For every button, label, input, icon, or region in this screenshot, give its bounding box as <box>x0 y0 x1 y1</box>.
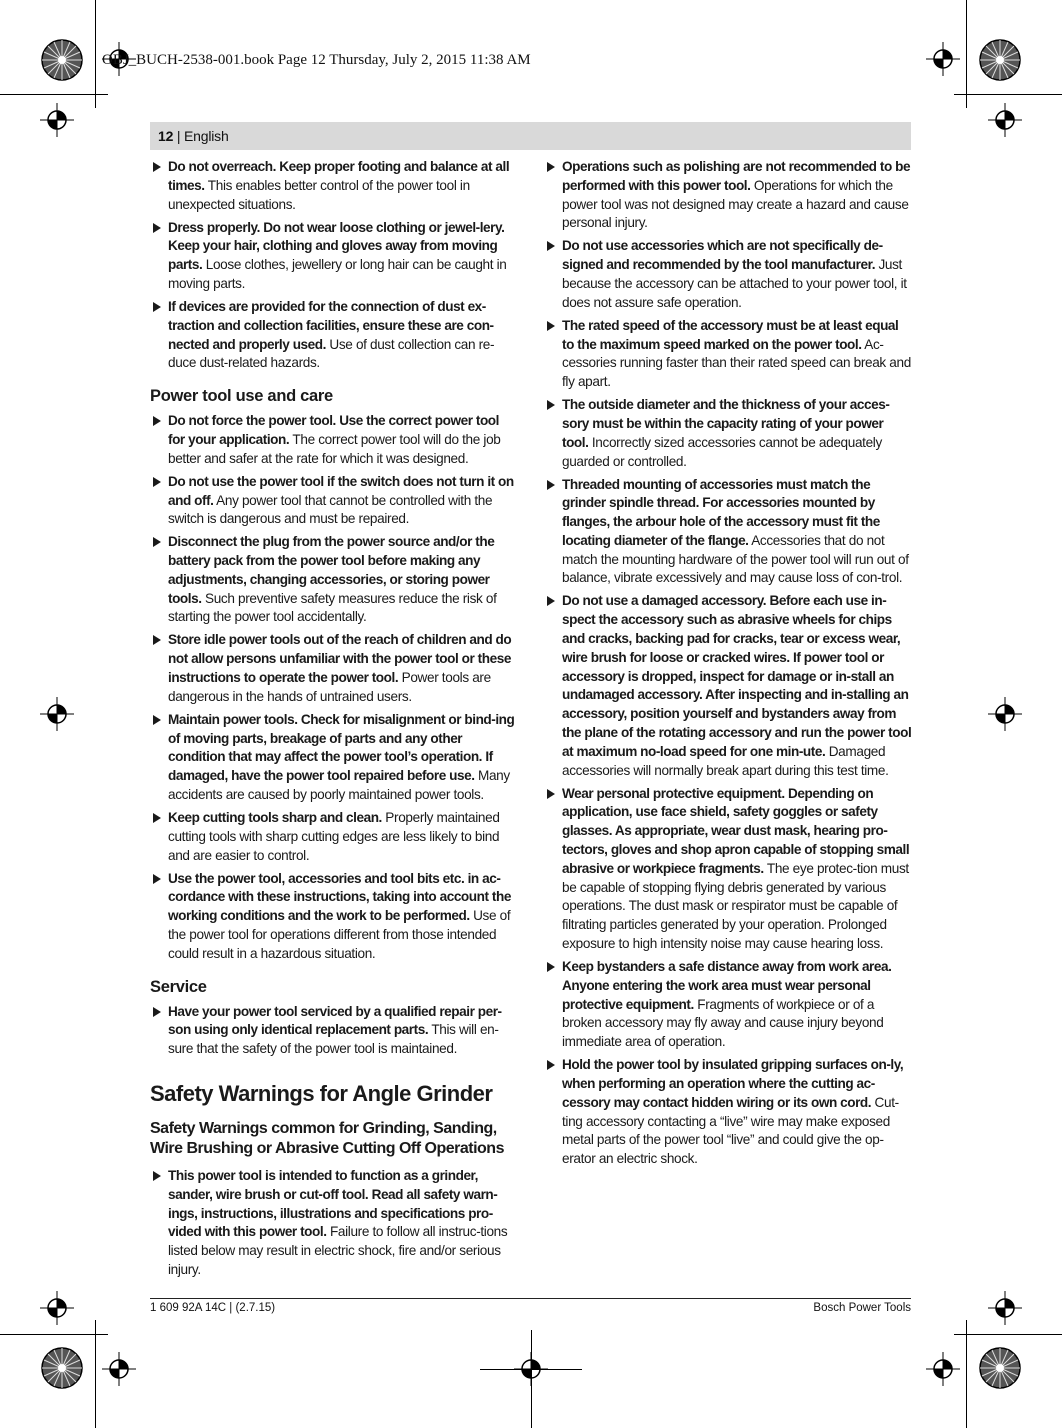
item-bold: Keep cutting tools sharp and clean. <box>168 810 382 826</box>
item-bold: Disconnect the plug from the power source and/or the battery pack from the power tool before making any adjustments, changing accessories, or storing power tools. <box>168 534 495 606</box>
crop-mark <box>954 1334 1062 1335</box>
crosshair-icon <box>40 103 74 137</box>
list-item <box>150 1167 518 1280</box>
list-item <box>150 870 518 964</box>
item-text: Just because the accessory can be attached to your power tool, it does not assure safe operation. <box>562 257 907 310</box>
crop-mark <box>95 1320 96 1428</box>
bullet-triangle-icon <box>153 302 161 312</box>
item-text: Use of the power tool for operations different from those intended could result in a hazardous situation. <box>168 908 511 961</box>
crosshair-icon <box>926 1352 960 1386</box>
item-text: Fragments of workpiece or of a broken accessory may fly away and cause injury beyond immediate area of operation. <box>562 996 884 1050</box>
bullet-triangle-icon <box>547 162 555 172</box>
item-bold: Do not use the power tool if the switch does not turn it on and off. <box>168 473 514 508</box>
item-text: Properly maintained cutting tools with sharp cutting edges are less likely to bind and are easier to control. <box>168 810 500 863</box>
section-heading: Power tool use and care <box>150 387 333 406</box>
item-text: The correct power tool will do the job better and safer at the rate for which it was designed. <box>168 431 501 466</box>
item-bold: Maintain power tools. Check for misalignment or bind-ing of moving parts, breakage of parts and any other condition that may affect the power tool’s operation. If damaged, have the power tool repaired before use. <box>168 711 515 784</box>
crop-mark <box>531 1330 532 1428</box>
item-bold: The outside diameter and the thickness of your acces-sory must be within the capacity rating of your power tool. <box>562 397 890 450</box>
chapter-heading: Safety Warnings for Angle Grinder <box>150 1080 493 1106</box>
header-language: English <box>184 128 229 144</box>
registration-wheel-icon <box>40 38 84 82</box>
item-text: Ac-cessories running faster than their rated speed can break and fly apart. <box>562 336 911 390</box>
item-text: The eye protec-tion must be capable of stopping flying debris generated by various operations. The dust mask or respirator must be capable of filtrating particles generated by your operation. Prolonged exposure to high intensity noise may cause hearing loss. <box>562 860 909 951</box>
list-item <box>150 298 518 373</box>
item-text: Power tools are dangerous in the hands of untrained users. <box>168 670 491 704</box>
list-item <box>544 476 912 589</box>
footer-brand: Bosch Power Tools <box>813 1302 911 1314</box>
item-bold: Do not use a damaged accessory. Before each use in-spect the accessory such as abrasive wheels for chips and cracks, backing pad for cracks, tear or excess wear, wire brush for loose or cracked wires. If power tool or accessory is dropped, inspect for damage or in-stall an undamaged accessory. After inspecting and in-stalling an accessory, position yourself and bystanders away from the plane of the rotating accessory and run the power tool at maximum no-load speed for one min-ute. <box>562 593 912 759</box>
header-text <box>158 128 229 144</box>
bullet-triangle-icon <box>547 596 555 606</box>
crop-mark <box>966 0 967 108</box>
list-item <box>544 396 912 471</box>
header-separator: | <box>173 128 185 144</box>
item-text: Use of dust collection can re-duce dust-related hazards. <box>168 336 495 371</box>
list-item <box>544 1056 912 1169</box>
bullet-triangle-icon <box>547 1060 555 1070</box>
item-bold: Do not force the power tool. Use the correct power tool for your application. <box>168 413 499 447</box>
list-item <box>150 1003 518 1059</box>
bullet-triangle-icon <box>547 480 555 490</box>
crop-mark <box>966 1320 967 1428</box>
list-item <box>544 317 912 392</box>
item-bold: Operations such as polishing are not recommended to be performed with this power tool. <box>562 159 911 193</box>
bullet-triangle-icon <box>153 416 161 426</box>
list-item <box>150 412 518 468</box>
item-bold: Hold the power tool by insulated gripping surfaces on-ly, when performing an operation where the cutting ac-cessory may contact hidden wiring or its own cord. <box>562 1057 904 1110</box>
item-bold: Do not use accessories which are not specifically de-signed and recommended by the tool manufacturer. <box>562 238 883 273</box>
bullet-triangle-icon <box>547 321 555 331</box>
bullet-triangle-icon <box>153 874 161 884</box>
crosshair-icon <box>40 697 74 731</box>
item-text: Many accidents are caused by poorly maintained power tools. <box>168 768 510 803</box>
registration-wheel-icon <box>978 1346 1022 1390</box>
crop-mark <box>480 1369 582 1370</box>
list-item <box>544 237 912 312</box>
item-bold: Dress properly. Do not wear loose clothing or jewel-lery. Keep your hair, clothing and gloves away from moving parts. <box>168 219 505 273</box>
item-text: Such preventive safety measures reduce the risk of starting the power tool accidentally. <box>168 590 497 625</box>
bullet-triangle-icon <box>153 162 161 172</box>
crop-mark <box>954 94 1062 95</box>
item-text: Cut-ting accessory contacting a “live” wire may make exposed metal parts of the power tool “live” and could give the op-erator an electric shock. <box>562 1094 899 1167</box>
item-bold: Use the power tool, accessories and tool bits etc. in ac-cordance with these instructions, taking into account the working conditions and the work to be performed. <box>168 870 511 924</box>
list-item <box>150 711 518 805</box>
bullet-triangle-icon <box>547 241 555 251</box>
item-text: Accessories that do not match the mounting hardware of the power tool will run out of balance, vibrate excessively and may cause loss of con-trol. <box>562 532 909 586</box>
bullet-triangle-icon <box>153 635 161 645</box>
crosshair-icon <box>40 1291 74 1325</box>
crosshair-icon <box>988 1291 1022 1325</box>
list-item <box>150 809 518 865</box>
bullet-triangle-icon <box>153 537 161 547</box>
crop-mark <box>95 0 96 108</box>
footer-rule <box>150 1298 911 1299</box>
list-item <box>150 631 518 706</box>
item-bold: Keep bystanders a safe distance away from work area. Anyone entering the work area must wear personal protective equipment. <box>562 958 892 1012</box>
bullet-triangle-icon <box>547 789 555 799</box>
crosshair-icon <box>102 1352 136 1386</box>
item-text: Failure to follow all instruc-tions listed below may result in electric shock, fire and/or serious injury. <box>168 1224 508 1277</box>
page-header <box>150 122 911 150</box>
item-text: This will en-sure that the safety of the power tool is maintained. <box>168 1022 499 1057</box>
item-text: Any power tool that cannot be controlled with the switch is dangerous and must be repaired. <box>168 492 493 527</box>
list-item <box>150 533 518 627</box>
item-text: Damaged accessories will normally break apart during this test time. <box>562 743 889 778</box>
bullet-triangle-icon <box>547 400 555 410</box>
print-slug: OBJ_BUCH-2538-001.book Page 12 Thursday, July 2, 2015 11:38 AM <box>102 52 531 68</box>
crosshair-icon <box>926 42 960 76</box>
list-item <box>150 473 518 529</box>
bullet-triangle-icon <box>153 223 161 233</box>
page-number: 12 <box>158 128 174 144</box>
item-text: Loose clothes, jewellery or long hair can be caught in moving parts. <box>168 257 507 291</box>
section-heading: Service <box>150 977 207 996</box>
item-bold: Have your power tool serviced by a qualified repair per-son using only identical replacement parts. <box>168 1003 502 1038</box>
list-item <box>150 219 518 294</box>
item-bold: Wear personal protective equipment. Depending on application, use face shield, safety goggles or safety glasses. As appropriate, wear dust mask, hearing pro-tectors, gloves and shop apron capable of stopping small abrasive or workpiece fragments. <box>562 785 910 876</box>
bullet-triangle-icon <box>547 962 555 972</box>
bullet-triangle-icon <box>153 1007 161 1017</box>
item-bold: This power tool is intended to function as a grinder, sander, wire brush or cut-off tool. Read all safety warn-ings, instructions, illustrations and specifications pro-vided with this power tool. <box>168 1167 498 1240</box>
list-item <box>544 592 912 780</box>
crosshair-icon <box>988 697 1022 731</box>
item-bold: Threaded mounting of accessories must match the grinder spindle thread. For accessories mounted by flanges, the arbour hole of the accessory must fit the locating diameter of the flange. <box>562 476 880 548</box>
item-bold: The rated speed of the accessory must be at least equal to the maximum speed marked on the power tool. <box>562 317 899 352</box>
list-item <box>544 785 912 954</box>
list-item <box>544 958 912 1052</box>
crosshair-icon <box>988 103 1022 137</box>
left-column <box>150 158 518 1284</box>
subsection-heading: Safety Warnings common for Grinding, Sanding, Wire Brushing or Abrasive Cutting Off Operations <box>150 1119 504 1157</box>
bullet-triangle-icon <box>153 813 161 823</box>
registration-wheel-icon <box>40 1346 84 1390</box>
item-bold: Store idle power tools out of the reach of children and do not allow persons unfamiliar with the power tool or these instructions to operate the power tool. <box>168 632 512 686</box>
item-text: Incorrectly sized accessories cannot be adequately guarded or controlled. <box>562 434 882 469</box>
footer-doc-number: 1 609 92A 14C | (2.7.15) <box>150 1302 276 1314</box>
item-bold: Do not overreach. Keep proper footing and balance at all times. <box>168 159 510 193</box>
bullet-triangle-icon <box>153 715 161 725</box>
item-bold: If devices are provided for the connection of dust ex-traction and collection facilities, ensure these are con-nected and properly used. <box>168 298 494 352</box>
right-column <box>544 158 912 1173</box>
list-item <box>544 158 912 233</box>
bullet-triangle-icon <box>153 477 161 487</box>
crop-mark <box>0 94 108 95</box>
registration-wheel-icon <box>978 38 1022 82</box>
list-item <box>150 158 518 214</box>
crop-mark <box>0 1334 108 1335</box>
bullet-triangle-icon <box>153 1171 161 1181</box>
item-text: This enables better control of the power tool in unexpected situations. <box>168 177 470 212</box>
item-text: Operations for which the power tool was not designed may create a hazard and cause personal injury. <box>562 177 909 231</box>
